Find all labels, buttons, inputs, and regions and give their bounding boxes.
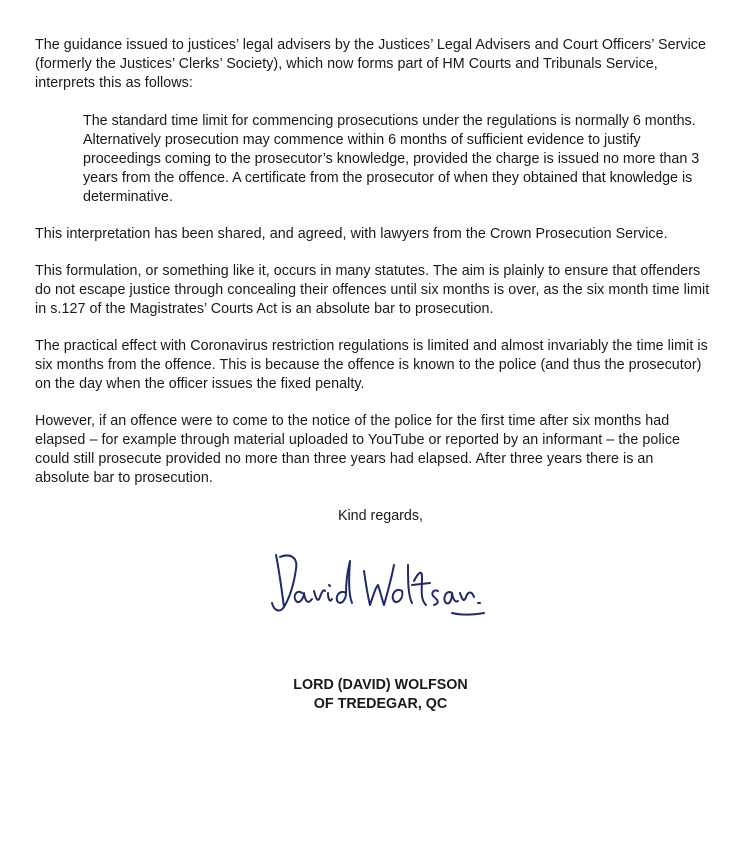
handwritten-signature <box>262 545 502 640</box>
text-line: However, if an offence were to come to the notice of the police for the first time after six months had <box>35 413 670 429</box>
signatory-line: OF TREDEGAR, QC <box>313 695 448 712</box>
paragraph-formulation <box>35 262 725 319</box>
text-line: in s.127 of the Magistrates’ Courts Act is an absolute bar to prosecution. <box>35 300 494 317</box>
text-line: Alternatively prosecution may commence within 6 months of sufficient evidence to justify <box>83 131 641 148</box>
text-line: The standard time limit for commencing prosecutions under the regulations is normally 6 months. <box>83 113 696 129</box>
text-line: do not escape justice through concealing their offences until six months is over, as the six month time limit <box>35 281 710 298</box>
signatory-line: LORD (DAVID) WOLFSON <box>293 677 468 693</box>
paragraph-practical <box>35 337 725 394</box>
text-line: could still prosecute provided no more than three years had elapsed. After three years there is an <box>35 450 654 467</box>
paragraph-guidance <box>35 36 725 93</box>
text-line: proceedings coming to the prosecutor’s knowledge, provided the charge is issued no more than 3 <box>83 150 700 167</box>
paragraph-shared <box>35 225 725 244</box>
text-line: on the day when the officer issues the fixed penalty. <box>35 375 365 392</box>
text-line: years from the offence. A certificate from the prosecutor of when they obtained that knowledge is <box>83 169 693 186</box>
text-line: This formulation, or something like it, occurs in many statutes. The aim is plainly to ensure that offenders <box>35 263 701 279</box>
closing-salutation: Kind regards, <box>337 508 424 524</box>
text-line: interprets this as follows: <box>35 74 193 91</box>
text-line: determinative. <box>83 188 173 205</box>
quoted-guidance <box>83 112 723 207</box>
text-line: elapsed – for example through material uploaded to YouTube or reported by an informant – the police <box>35 431 681 448</box>
text-line: The practical effect with Coronavirus restriction regulations is limited and almost invariably the time limit is <box>35 338 708 354</box>
text-line: absolute bar to prosecution. <box>35 469 213 486</box>
text-line: six months from the offence. This is because the offence is known to the police (and thus the prosecutor) <box>35 356 702 373</box>
text-line: The guidance issued to justices’ legal advisers by the Justices’ Legal Advisers and Court Officers’ Service <box>35 37 707 53</box>
paragraph-however <box>35 412 725 488</box>
text-line: This interpretation has been shared, and agreed, with lawyers from the Crown Prosecution Service. <box>35 226 668 242</box>
text-line: (formerly the Justices’ Clerks’ Society), which now forms part of HM Courts and Tribunals Service, <box>35 55 658 72</box>
signatory-name <box>0 676 743 714</box>
